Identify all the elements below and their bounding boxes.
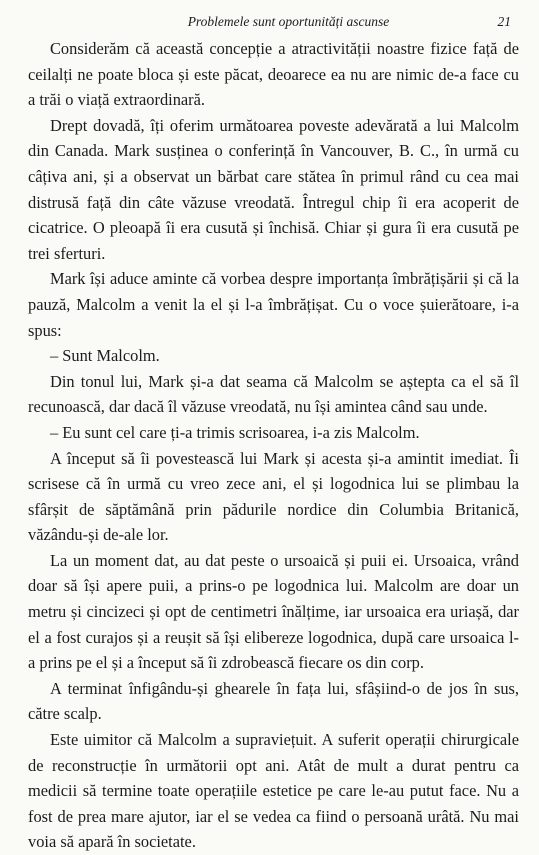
running-header [28, 12, 519, 32]
paragraph: La un moment dat, au dat peste o ursoaică și puii ei. Ursoaica, vrând doar să își apere puii, a prins-o pe logodnica lui. Malcolm are doar un metru și cincizeci și opt de centimetri înălțime, iar ursoaica era uriașă, dar el a fost curajos și a reușit să își elibereze logodnica, după care ursoaica l-a prins pe el și a început să îi zdrobească fiecare os din corp. [28, 550, 519, 673]
body-text [28, 36, 519, 855]
paragraph: Din tonul lui, Mark și-a dat seama că Malcolm se aștepta ca el să îl recunoască, dar dacă îl văzuse vreodată, nu își amintea când sau unde. [28, 371, 519, 417]
paragraph: Mark își aduce aminte că vorbea despre importanța îmbrățișării și că la pauză, Malcolm a venit la el și l-a îmbrățișat. Cu o voce șuierătoare, i-a spus: [28, 269, 519, 340]
running-title: Problemele sunt oportunități ascunse [187, 14, 390, 29]
paragraph: Drept dovadă, îți oferim următoarea poveste adevărată a lui Malcolm din Canada. Mark susținea o conferință în Vancouver, B. C., în urmă cu câțiva ani, și a observat un bărbat care stătea în primul rând cu cea mai distrusă față din câte văzuse vreodată. Întregul chip îi era acoperit de cicatrice. O pleoapă îi era cusută și închisă. Chiar și gura îi era cusută pe trei sferturi. [28, 115, 519, 263]
paragraph: A terminat înfigându-și ghearele în fața lui, sfâșiind-o de jos în sus, către scalp. [28, 678, 519, 724]
paragraph: A început să îi povestească lui Mark și acesta și-a amintit imediat. Îi scrisese că în urmă cu vreo zece ani, el și logodnica lui se plimbau la sfârșit de săptămână prin pădurile nordice din Columbia Britanică, văzându-și de-ale lor. [28, 448, 519, 545]
paragraph: Este uimitor că Malcolm a supraviețuit. A suferit operații chirurgicale de reconstrucție în următorii opt ani. Atât de mult a durat pentru ca medicii să termine toate operațiile estetice pe care le-au putut face. Nu a fost de prea mare ajutor, iar el se vedea ca fiind o persoană urâtă. Nu mai voia să apară în societate. [28, 730, 519, 852]
dialogue-line: – Sunt Malcolm. [50, 346, 160, 366]
page-number: 21 [497, 14, 511, 29]
paragraph: Considerăm că această concepție a atractivității noastre fizice față de ceilalți ne poate bloca și este păcat, deoarece ea nu are nimic de-a face cu a trăi o viață extraordinară. [28, 39, 519, 110]
dialogue-line: – Eu sunt cel care ți-a trimis scrisoarea, i-a zis Malcolm. [50, 422, 420, 442]
